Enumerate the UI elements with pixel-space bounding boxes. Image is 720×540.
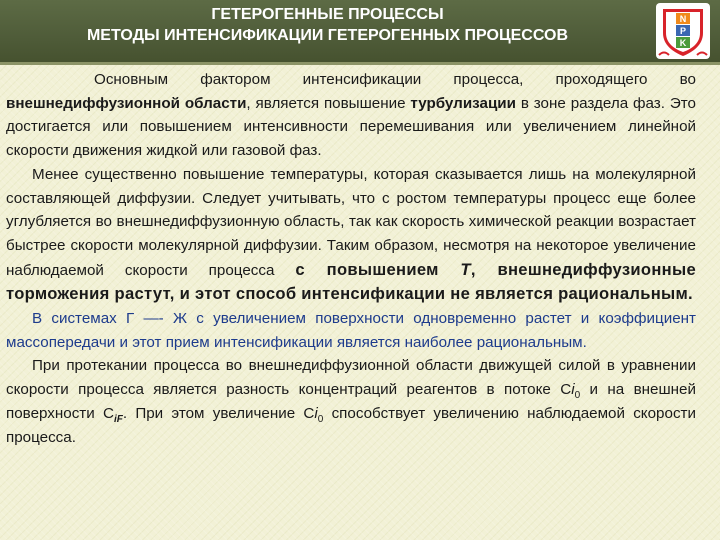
p1-text-2: , является повышение	[246, 94, 411, 112]
p3-text-1: В системах Г —- Ж с увеличением поверхности одновременно растет и коэффициент массопередачи и этот прием интенсификации является наиболее рациональным.	[6, 310, 696, 351]
p2-text-1: Менее существенно повышение температуры, которая сказывается лишь на молекулярной составляющей диффузии. Следует учитывать, что с ростом температуры процесс еще более углубляется во внешнедиффузионную область, так как скорость химической реакции возрастает быстрее скорости молекулярной диффузии. Таким образом, несмотря на некоторое увеличение наблюдаемой скорости процесса	[6, 165, 696, 279]
p4-subscript-1: 0	[574, 390, 581, 402]
logo-letter-n: N	[679, 14, 687, 24]
header-bar	[0, 0, 720, 62]
p1-bold-term-1: внешнедиффузионной области	[6, 94, 247, 112]
p4-index-2: iF	[113, 413, 123, 425]
p4-index-3: i	[314, 404, 318, 422]
title-line-2: МЕТОДЫ ИНТЕНСИФИКАЦИИ ГЕТЕРОГЕННЫХ ПРОЦЕССОВ	[86, 27, 569, 44]
header-divider	[0, 62, 720, 65]
paragraph-4	[6, 354, 696, 449]
p4-subscript-3: 0	[317, 413, 324, 425]
page-title	[0, 4, 655, 46]
paragraph-1	[6, 68, 696, 163]
p4-text-2: и на внешней поверхности С	[6, 381, 696, 422]
p2-bold-1: с повышением	[295, 259, 461, 279]
npk-logo	[656, 3, 710, 59]
p2-bold-2: , внешнедиффузионные торможения растут, и этот способ интенсификации не является рациональным.	[6, 259, 696, 304]
p4-index-1: i	[571, 381, 575, 399]
p2-symbol-T: Т	[460, 259, 471, 279]
slide-body	[6, 68, 696, 449]
p1-text-3: в зоне раздела фаз. Это достигается или повышением интенсивности перемешивания или увеличением линейной скорости движения жидкой или газовой фаз.	[6, 94, 696, 160]
paragraph-2	[6, 163, 696, 307]
logo-letter-k: K	[679, 38, 687, 48]
p1-bold-term-2: турбулизации	[410, 94, 516, 112]
paragraph-3	[6, 307, 696, 354]
title-line-1: ГЕТЕРОГЕННЫЕ ПРОЦЕССЫ	[211, 6, 444, 23]
p4-text-1: При протекании процесса во внешнедиффузионной области движущей силой в уравнении скорости процесса является разность концентраций реагентов в потоке С	[6, 357, 696, 399]
p1-text-1: Основным фактором интенсификации процесса, проходящего во	[94, 71, 696, 88]
p4-text-3: . При этом увеличение С	[122, 404, 315, 422]
p4-text-4: способствует увеличению наблюдаемой скорости процесса.	[6, 404, 696, 446]
logo-letter-p: P	[679, 26, 687, 36]
